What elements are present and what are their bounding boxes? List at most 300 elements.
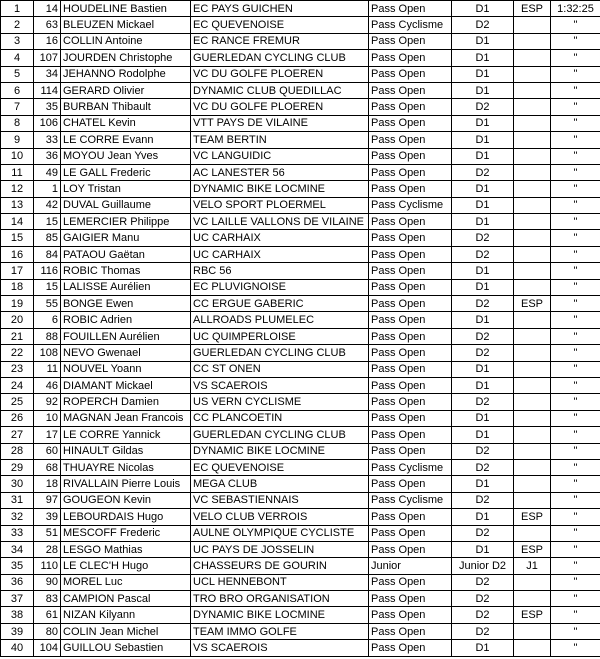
- rider-name-cell: BONGE Ewen: [61, 296, 191, 312]
- bib-number-cell: 49: [34, 164, 61, 180]
- table-row: [1, 476, 600, 492]
- results-body: [1, 1, 600, 657]
- table-row: [1, 33, 600, 49]
- division-cell: Junior D2: [452, 558, 514, 574]
- flag-cell: [514, 279, 551, 295]
- club-cell: GUERLEDAN CYCLING CLUB: [191, 50, 369, 66]
- position-cell: 6: [1, 82, 34, 98]
- position-cell: 20: [1, 312, 34, 328]
- division-cell: D1: [452, 377, 514, 393]
- rider-name-cell: ROPERCH Damien: [61, 394, 191, 410]
- rider-name-cell: GOUGEON Kevin: [61, 492, 191, 508]
- category-cell: Pass Open: [369, 591, 452, 607]
- category-cell: Pass Open: [369, 82, 452, 98]
- division-cell: D2: [452, 99, 514, 115]
- table-row: [1, 394, 600, 410]
- flag-cell: [514, 33, 551, 49]
- position-cell: 5: [1, 66, 34, 82]
- rider-name-cell: JEHANNO Rodolphe: [61, 66, 191, 82]
- position-cell: 33: [1, 525, 34, 541]
- flag-cell: [514, 328, 551, 344]
- category-cell: Pass Open: [369, 476, 452, 492]
- table-row: [1, 361, 600, 377]
- table-row: [1, 607, 600, 623]
- rider-name-cell: FOUILLEN Aurélien: [61, 328, 191, 344]
- bib-number-cell: 85: [34, 230, 61, 246]
- category-cell: Pass Cyclisme: [369, 492, 452, 508]
- rider-name-cell: GAIGIER Manu: [61, 230, 191, 246]
- bib-number-cell: 88: [34, 328, 61, 344]
- time-cell: ": [551, 640, 600, 656]
- position-cell: 15: [1, 230, 34, 246]
- club-cell: VC LANGUIDIC: [191, 148, 369, 164]
- table-row: [1, 640, 600, 656]
- position-cell: 2: [1, 17, 34, 33]
- division-cell: D2: [452, 525, 514, 541]
- table-row: [1, 246, 600, 262]
- time-cell: ": [551, 459, 600, 475]
- division-cell: D1: [452, 66, 514, 82]
- position-cell: 14: [1, 214, 34, 230]
- flag-cell: [514, 148, 551, 164]
- category-cell: Pass Open: [369, 574, 452, 590]
- flag-cell: [514, 492, 551, 508]
- bib-number-cell: 35: [34, 99, 61, 115]
- club-cell: VS SCAEROIS: [191, 377, 369, 393]
- rider-name-cell: MAGNAN Jean Francois: [61, 410, 191, 426]
- position-cell: 13: [1, 197, 34, 213]
- time-cell: ": [551, 623, 600, 639]
- time-cell: ": [551, 394, 600, 410]
- category-cell: Pass Open: [369, 328, 452, 344]
- bib-number-cell: 80: [34, 623, 61, 639]
- rider-name-cell: HINAULT Gildas: [61, 443, 191, 459]
- time-cell: ": [551, 230, 600, 246]
- flag-cell: [514, 459, 551, 475]
- rider-name-cell: RIVALLAIN Pierre Louis: [61, 476, 191, 492]
- club-cell: ALLROADS PLUMELEC: [191, 312, 369, 328]
- category-cell: Pass Open: [369, 181, 452, 197]
- table-row: [1, 410, 600, 426]
- position-cell: 16: [1, 246, 34, 262]
- rider-name-cell: MOYOU Jean Yves: [61, 148, 191, 164]
- rider-name-cell: PATAOU Gaëtan: [61, 246, 191, 262]
- division-cell: D2: [452, 607, 514, 623]
- club-cell: EC QUEVENOISE: [191, 17, 369, 33]
- rider-name-cell: CHATEL Kevin: [61, 115, 191, 131]
- flag-cell: [514, 164, 551, 180]
- division-cell: D1: [452, 50, 514, 66]
- division-cell: D1: [452, 476, 514, 492]
- bib-number-cell: 10: [34, 410, 61, 426]
- division-cell: D2: [452, 296, 514, 312]
- flag-cell: [514, 574, 551, 590]
- table-row: [1, 623, 600, 639]
- bib-number-cell: 68: [34, 459, 61, 475]
- flag-cell: [514, 312, 551, 328]
- time-cell: ": [551, 558, 600, 574]
- division-cell: D2: [452, 623, 514, 639]
- club-cell: CC ST ONEN: [191, 361, 369, 377]
- category-cell: Pass Open: [369, 50, 452, 66]
- rider-name-cell: ROBIC Thomas: [61, 263, 191, 279]
- flag-cell: [514, 345, 551, 361]
- club-cell: DYNAMIC BIKE LOCMINE: [191, 443, 369, 459]
- club-cell: GUERLEDAN CYCLING CLUB: [191, 345, 369, 361]
- category-cell: Pass Open: [369, 132, 452, 148]
- division-cell: D1: [452, 82, 514, 98]
- flag-cell: ESP: [514, 509, 551, 525]
- rider-name-cell: NIZAN Kilyann: [61, 607, 191, 623]
- position-cell: 19: [1, 296, 34, 312]
- bib-number-cell: 28: [34, 541, 61, 557]
- time-cell: ": [551, 410, 600, 426]
- bib-number-cell: 36: [34, 148, 61, 164]
- flag-cell: [514, 394, 551, 410]
- bib-number-cell: 11: [34, 361, 61, 377]
- position-cell: 29: [1, 459, 34, 475]
- position-cell: 26: [1, 410, 34, 426]
- time-cell: ": [551, 246, 600, 262]
- category-cell: Pass Open: [369, 345, 452, 361]
- bib-number-cell: 55: [34, 296, 61, 312]
- division-cell: D1: [452, 279, 514, 295]
- bib-number-cell: 16: [34, 33, 61, 49]
- time-cell: ": [551, 296, 600, 312]
- category-cell: Pass Open: [369, 214, 452, 230]
- table-row: [1, 459, 600, 475]
- table-row: [1, 558, 600, 574]
- division-cell: D2: [452, 230, 514, 246]
- bib-number-cell: 33: [34, 132, 61, 148]
- time-cell: ": [551, 427, 600, 443]
- division-cell: D1: [452, 410, 514, 426]
- time-cell: ": [551, 99, 600, 115]
- flag-cell: [514, 525, 551, 541]
- division-cell: D2: [452, 591, 514, 607]
- category-cell: Pass Open: [369, 296, 452, 312]
- bib-number-cell: 108: [34, 345, 61, 361]
- table-row: [1, 541, 600, 557]
- division-cell: D1: [452, 132, 514, 148]
- flag-cell: [514, 50, 551, 66]
- table-row: [1, 148, 600, 164]
- bib-number-cell: 84: [34, 246, 61, 262]
- position-cell: 37: [1, 591, 34, 607]
- position-cell: 8: [1, 115, 34, 131]
- position-cell: 35: [1, 558, 34, 574]
- position-cell: 21: [1, 328, 34, 344]
- flag-cell: [514, 230, 551, 246]
- category-cell: Pass Open: [369, 1, 452, 17]
- position-cell: 28: [1, 443, 34, 459]
- time-cell: ": [551, 82, 600, 98]
- flag-cell: ESP: [514, 607, 551, 623]
- bib-number-cell: 106: [34, 115, 61, 131]
- time-cell: ": [551, 115, 600, 131]
- flag-cell: [514, 410, 551, 426]
- position-cell: 27: [1, 427, 34, 443]
- category-cell: Pass Open: [369, 377, 452, 393]
- club-cell: MEGA CLUB: [191, 476, 369, 492]
- category-cell: Pass Open: [369, 427, 452, 443]
- rider-name-cell: MOREL Luc: [61, 574, 191, 590]
- bib-number-cell: 97: [34, 492, 61, 508]
- table-row: [1, 1, 600, 17]
- position-cell: 32: [1, 509, 34, 525]
- position-cell: 17: [1, 263, 34, 279]
- club-cell: DYNAMIC CLUB QUEDILLAC: [191, 82, 369, 98]
- position-cell: 34: [1, 541, 34, 557]
- bib-number-cell: 18: [34, 476, 61, 492]
- time-cell: ": [551, 574, 600, 590]
- time-cell: ": [551, 509, 600, 525]
- rider-name-cell: DIAMANT Mickael: [61, 377, 191, 393]
- category-cell: Pass Open: [369, 230, 452, 246]
- club-cell: CC PLANCOETIN: [191, 410, 369, 426]
- table-row: [1, 525, 600, 541]
- table-row: [1, 230, 600, 246]
- table-row: [1, 509, 600, 525]
- category-cell: Pass Open: [369, 640, 452, 656]
- club-cell: UC QUIMPERLOISE: [191, 328, 369, 344]
- division-cell: D2: [452, 574, 514, 590]
- club-cell: VTT PAYS DE VILAINE: [191, 115, 369, 131]
- time-cell: ": [551, 312, 600, 328]
- time-cell: ": [551, 361, 600, 377]
- time-cell: ": [551, 345, 600, 361]
- bib-number-cell: 17: [34, 427, 61, 443]
- time-cell: ": [551, 279, 600, 295]
- division-cell: D1: [452, 1, 514, 17]
- category-cell: Pass Open: [369, 410, 452, 426]
- position-cell: 18: [1, 279, 34, 295]
- category-cell: Pass Open: [369, 279, 452, 295]
- flag-cell: [514, 623, 551, 639]
- flag-cell: [514, 132, 551, 148]
- club-cell: VC LAILLE VALLONS DE VILAINE: [191, 214, 369, 230]
- time-cell: ": [551, 476, 600, 492]
- category-cell: Pass Open: [369, 246, 452, 262]
- rider-name-cell: JOURDEN Christophe: [61, 50, 191, 66]
- bib-number-cell: 1: [34, 181, 61, 197]
- division-cell: D1: [452, 148, 514, 164]
- position-cell: 23: [1, 361, 34, 377]
- division-cell: D2: [452, 164, 514, 180]
- club-cell: CHASSEURS DE GOURIN: [191, 558, 369, 574]
- table-row: [1, 328, 600, 344]
- table-row: [1, 197, 600, 213]
- club-cell: TEAM IMMO GOLFE: [191, 623, 369, 639]
- time-cell: ": [551, 525, 600, 541]
- bib-number-cell: 63: [34, 17, 61, 33]
- club-cell: RBC 56: [191, 263, 369, 279]
- time-cell: ": [551, 443, 600, 459]
- flag-cell: [514, 361, 551, 377]
- time-cell: ": [551, 132, 600, 148]
- division-cell: D1: [452, 509, 514, 525]
- bib-number-cell: 114: [34, 82, 61, 98]
- time-cell: ": [551, 66, 600, 82]
- rider-name-cell: COLIN Jean Michel: [61, 623, 191, 639]
- rider-name-cell: DUVAL Guillaume: [61, 197, 191, 213]
- rider-name-cell: BLEUZEN Mickael: [61, 17, 191, 33]
- club-cell: EC PAYS GUICHEN: [191, 1, 369, 17]
- rider-name-cell: LEMERCIER Philippe: [61, 214, 191, 230]
- category-cell: Pass Open: [369, 607, 452, 623]
- club-cell: VC DU GOLFE PLOEREN: [191, 99, 369, 115]
- rider-name-cell: CAMPION Pascal: [61, 591, 191, 607]
- flag-cell: [514, 427, 551, 443]
- table-row: [1, 181, 600, 197]
- club-cell: US VERN CYCLISME: [191, 394, 369, 410]
- table-row: [1, 82, 600, 98]
- division-cell: D1: [452, 197, 514, 213]
- bib-number-cell: 116: [34, 263, 61, 279]
- time-cell: ": [551, 492, 600, 508]
- club-cell: VS SCAEROIS: [191, 640, 369, 656]
- flag-cell: [514, 377, 551, 393]
- club-cell: TRO BRO ORGANISATION: [191, 591, 369, 607]
- flag-cell: J1: [514, 558, 551, 574]
- bib-number-cell: 61: [34, 607, 61, 623]
- category-cell: Pass Open: [369, 66, 452, 82]
- flag-cell: ESP: [514, 541, 551, 557]
- bib-number-cell: 46: [34, 377, 61, 393]
- time-cell: ": [551, 214, 600, 230]
- rider-name-cell: ROBIC Adrien: [61, 312, 191, 328]
- table-row: [1, 66, 600, 82]
- bib-number-cell: 39: [34, 509, 61, 525]
- position-cell: 24: [1, 377, 34, 393]
- time-cell: ": [551, 164, 600, 180]
- table-row: [1, 312, 600, 328]
- time-cell: ": [551, 17, 600, 33]
- position-cell: 7: [1, 99, 34, 115]
- table-row: [1, 296, 600, 312]
- table-row: [1, 443, 600, 459]
- flag-cell: [514, 246, 551, 262]
- division-cell: D2: [452, 394, 514, 410]
- position-cell: 10: [1, 148, 34, 164]
- flag-cell: [514, 181, 551, 197]
- flag-cell: [514, 476, 551, 492]
- division-cell: D2: [452, 246, 514, 262]
- category-cell: Pass Open: [369, 361, 452, 377]
- category-cell: Pass Open: [369, 312, 452, 328]
- position-cell: 31: [1, 492, 34, 508]
- rider-name-cell: COLLIN Antoine: [61, 33, 191, 49]
- flag-cell: [514, 214, 551, 230]
- club-cell: TEAM BERTIN: [191, 132, 369, 148]
- rider-name-cell: LEBOURDAIS Hugo: [61, 509, 191, 525]
- bib-number-cell: 90: [34, 574, 61, 590]
- table-row: [1, 214, 600, 230]
- category-cell: Pass Open: [369, 263, 452, 279]
- time-cell: ": [551, 197, 600, 213]
- position-cell: 39: [1, 623, 34, 639]
- flag-cell: [514, 591, 551, 607]
- division-cell: D1: [452, 181, 514, 197]
- club-cell: AULNE OLYMPIQUE CYCLISTE: [191, 525, 369, 541]
- position-cell: 38: [1, 607, 34, 623]
- flag-cell: [514, 17, 551, 33]
- division-cell: D1: [452, 427, 514, 443]
- table-row: [1, 263, 600, 279]
- position-cell: 30: [1, 476, 34, 492]
- table-row: [1, 279, 600, 295]
- time-cell: ": [551, 541, 600, 557]
- flag-cell: [514, 197, 551, 213]
- position-cell: 22: [1, 345, 34, 361]
- club-cell: EC PLUVIGNOISE: [191, 279, 369, 295]
- table-row: [1, 492, 600, 508]
- position-cell: 1: [1, 1, 34, 17]
- time-cell: ": [551, 377, 600, 393]
- rider-name-cell: LOY Tristan: [61, 181, 191, 197]
- rider-name-cell: LE GALL Frederic: [61, 164, 191, 180]
- club-cell: GUERLEDAN CYCLING CLUB: [191, 427, 369, 443]
- division-cell: D2: [452, 492, 514, 508]
- flag-cell: ESP: [514, 1, 551, 17]
- table-row: [1, 345, 600, 361]
- rider-name-cell: LE CORRE Evann: [61, 132, 191, 148]
- rider-name-cell: MESCOFF Frederic: [61, 525, 191, 541]
- division-cell: D1: [452, 640, 514, 656]
- club-cell: DYNAMIC BIKE LOCMINE: [191, 607, 369, 623]
- category-cell: Pass Open: [369, 541, 452, 557]
- division-cell: D1: [452, 115, 514, 131]
- flag-cell: [514, 640, 551, 656]
- division-cell: D1: [452, 33, 514, 49]
- bib-number-cell: 51: [34, 525, 61, 541]
- club-cell: VELO SPORT PLOERMEL: [191, 197, 369, 213]
- position-cell: 12: [1, 181, 34, 197]
- club-cell: UC CARHAIX: [191, 230, 369, 246]
- position-cell: 25: [1, 394, 34, 410]
- table-row: [1, 132, 600, 148]
- category-cell: Pass Open: [369, 115, 452, 131]
- table-row: [1, 99, 600, 115]
- position-cell: 4: [1, 50, 34, 66]
- position-cell: 11: [1, 164, 34, 180]
- table-row: [1, 591, 600, 607]
- division-cell: D2: [452, 459, 514, 475]
- flag-cell: ESP: [514, 296, 551, 312]
- rider-name-cell: THUAYRE Nicolas: [61, 459, 191, 475]
- division-cell: D1: [452, 541, 514, 557]
- club-cell: UCL HENNEBONT: [191, 574, 369, 590]
- table-row: [1, 377, 600, 393]
- club-cell: EC RANCE FREMUR: [191, 33, 369, 49]
- club-cell: DYNAMIC BIKE LOCMINE: [191, 181, 369, 197]
- division-cell: D2: [452, 443, 514, 459]
- position-cell: 3: [1, 33, 34, 49]
- bib-number-cell: 6: [34, 312, 61, 328]
- category-cell: Pass Open: [369, 623, 452, 639]
- time-cell: ": [551, 591, 600, 607]
- club-cell: VELO CLUB VERROIS: [191, 509, 369, 525]
- category-cell: Pass Cyclisme: [369, 459, 452, 475]
- category-cell: Pass Cyclisme: [369, 197, 452, 213]
- bib-number-cell: 107: [34, 50, 61, 66]
- category-cell: Pass Open: [369, 164, 452, 180]
- bib-number-cell: 42: [34, 197, 61, 213]
- rider-name-cell: LALISSE Aurélien: [61, 279, 191, 295]
- rider-name-cell: LE CLEC'H Hugo: [61, 558, 191, 574]
- category-cell: Pass Open: [369, 443, 452, 459]
- time-cell: ": [551, 607, 600, 623]
